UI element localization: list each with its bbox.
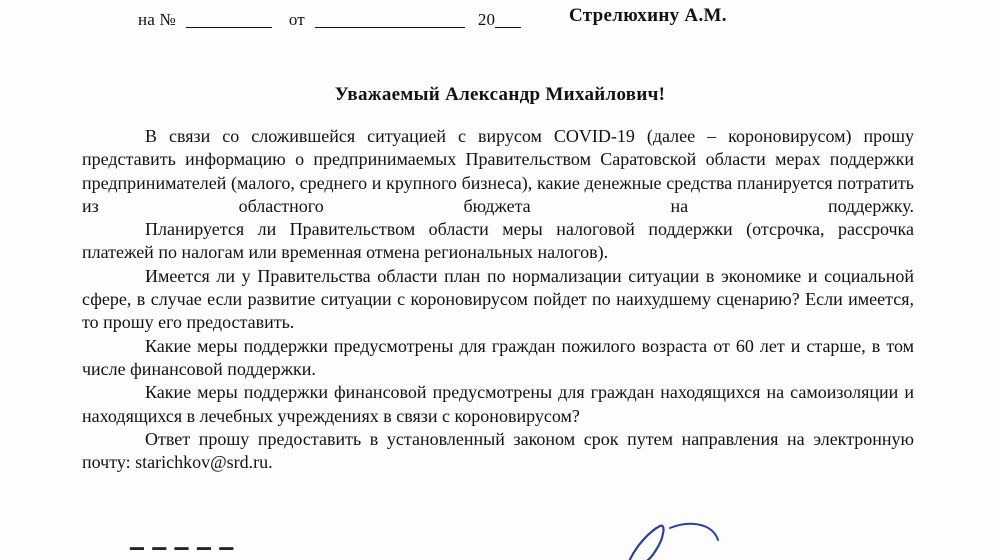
ref-year: 20 xyxy=(477,10,496,29)
paragraph-1: В связи со сложившейся ситуацией с вирусом COVID-19 (далее – короновирусом) прошу представить информацию о предпринимаемых Правительством Саратовской области мерах поддержки предпринимателей (малого, среднего и крупного бизнеса), какие денежные средства планируется потратить из областного бюджета на поддержку. xyxy=(82,126,914,216)
ref-number-blank xyxy=(186,11,272,28)
ref-year-blank xyxy=(495,11,521,28)
paragraph-3: Имеется ли у Правительства области план по нормализации ситуации в экономике и социальной сфере, в случае если развитие ситуации с короновирусом пойдет по наихудшему сценарию? Если имеется, то прошу его предоставить. xyxy=(82,265,914,333)
ref-date-blank xyxy=(315,11,465,28)
paragraph-4: Какие меры поддержки предусмотрены для граждан пожилого возраста от 60 лет и старше, в том числе финансовой поддержки. xyxy=(82,335,914,379)
ref-number-label: на № xyxy=(138,10,176,29)
cut-off-signature-line: ▔ ▔ ▔ ▔ ▔ xyxy=(130,548,236,560)
ref-date-label: от xyxy=(288,10,305,29)
salutation: Уважаемый Александр Михайлович! xyxy=(334,84,666,105)
recipient-name: Стрелюхину А.М. xyxy=(569,5,727,26)
paragraph-5: Какие меры поддержки финансовой предусмотрены для граждан находящихся на самоизоляции и находящихся в лечебных учреждениях в связи с короновирусом? xyxy=(82,382,914,426)
reference-line xyxy=(138,10,521,30)
paragraph-6: Ответ прошу предоставить в установленный законом срок путем направления на электронную почту: starichkov@srd.ru. xyxy=(82,428,914,473)
letter-body xyxy=(82,125,914,474)
handwritten-signature xyxy=(600,506,720,560)
paragraph-2: Планируется ли Правительством области меры налоговой поддержки (отсрочка, рассрочка платежей по налогам или временная отмена региональных налогов). xyxy=(82,219,914,263)
